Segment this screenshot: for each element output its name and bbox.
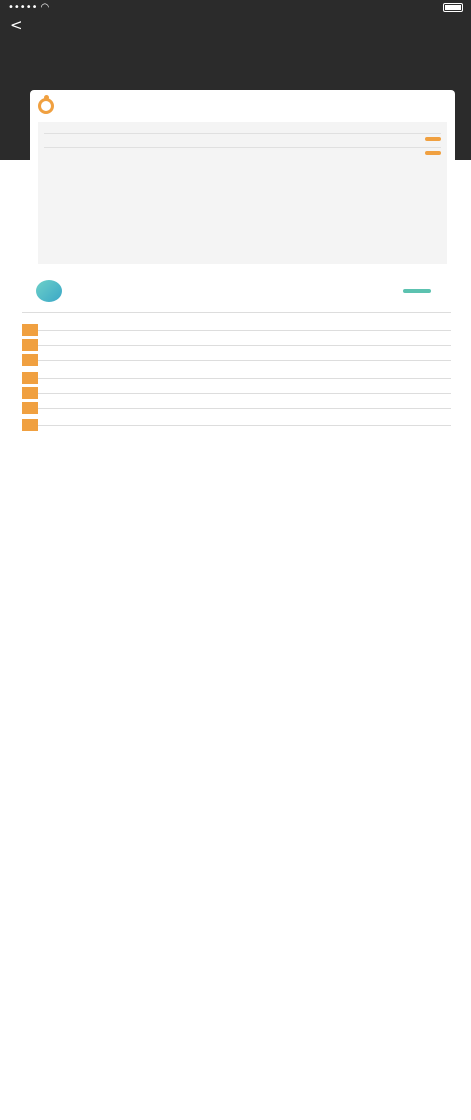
- section-tag: [22, 339, 38, 351]
- risk-description: [0, 44, 471, 47]
- section-tag: [22, 402, 38, 414]
- credit-card-recommend-button[interactable]: [425, 137, 441, 141]
- report-details: [22, 312, 451, 435]
- interpretation-card: [30, 90, 455, 268]
- section-tag: [22, 324, 38, 336]
- section-inquiry: [22, 402, 451, 414]
- zhima-logo-icon: [36, 280, 62, 302]
- section-p2p-risk: [22, 354, 451, 366]
- signal-icon: •••••: [8, 1, 38, 13]
- status-bar: [0, 0, 471, 14]
- card-inner: [38, 122, 447, 264]
- risk-index: [0, 36, 471, 44]
- back-icon[interactable]: <: [10, 16, 23, 34]
- battery-icon: [443, 3, 463, 12]
- section-tag: [22, 372, 38, 384]
- section-bad-info: [22, 339, 451, 351]
- p2p-recommend-button[interactable]: [425, 151, 441, 155]
- section-multi-platform: [22, 419, 451, 431]
- report-title: [22, 312, 451, 321]
- wifi-icon: ◠: [40, 1, 50, 13]
- p2p-rate: [44, 147, 441, 155]
- section-tag: [22, 354, 38, 366]
- section-tag: [22, 419, 38, 431]
- orange-logo-icon: [38, 98, 54, 114]
- section-tag: [22, 387, 38, 399]
- authorize-button[interactable]: [403, 289, 431, 293]
- section-behavior: [22, 372, 451, 384]
- section-related: [22, 387, 451, 399]
- zhima-credit-row: [0, 275, 471, 307]
- card-title: [38, 96, 447, 116]
- credit-card-rate: [44, 133, 441, 141]
- nav-bar: [0, 14, 471, 36]
- section-phone-status: [22, 324, 451, 336]
